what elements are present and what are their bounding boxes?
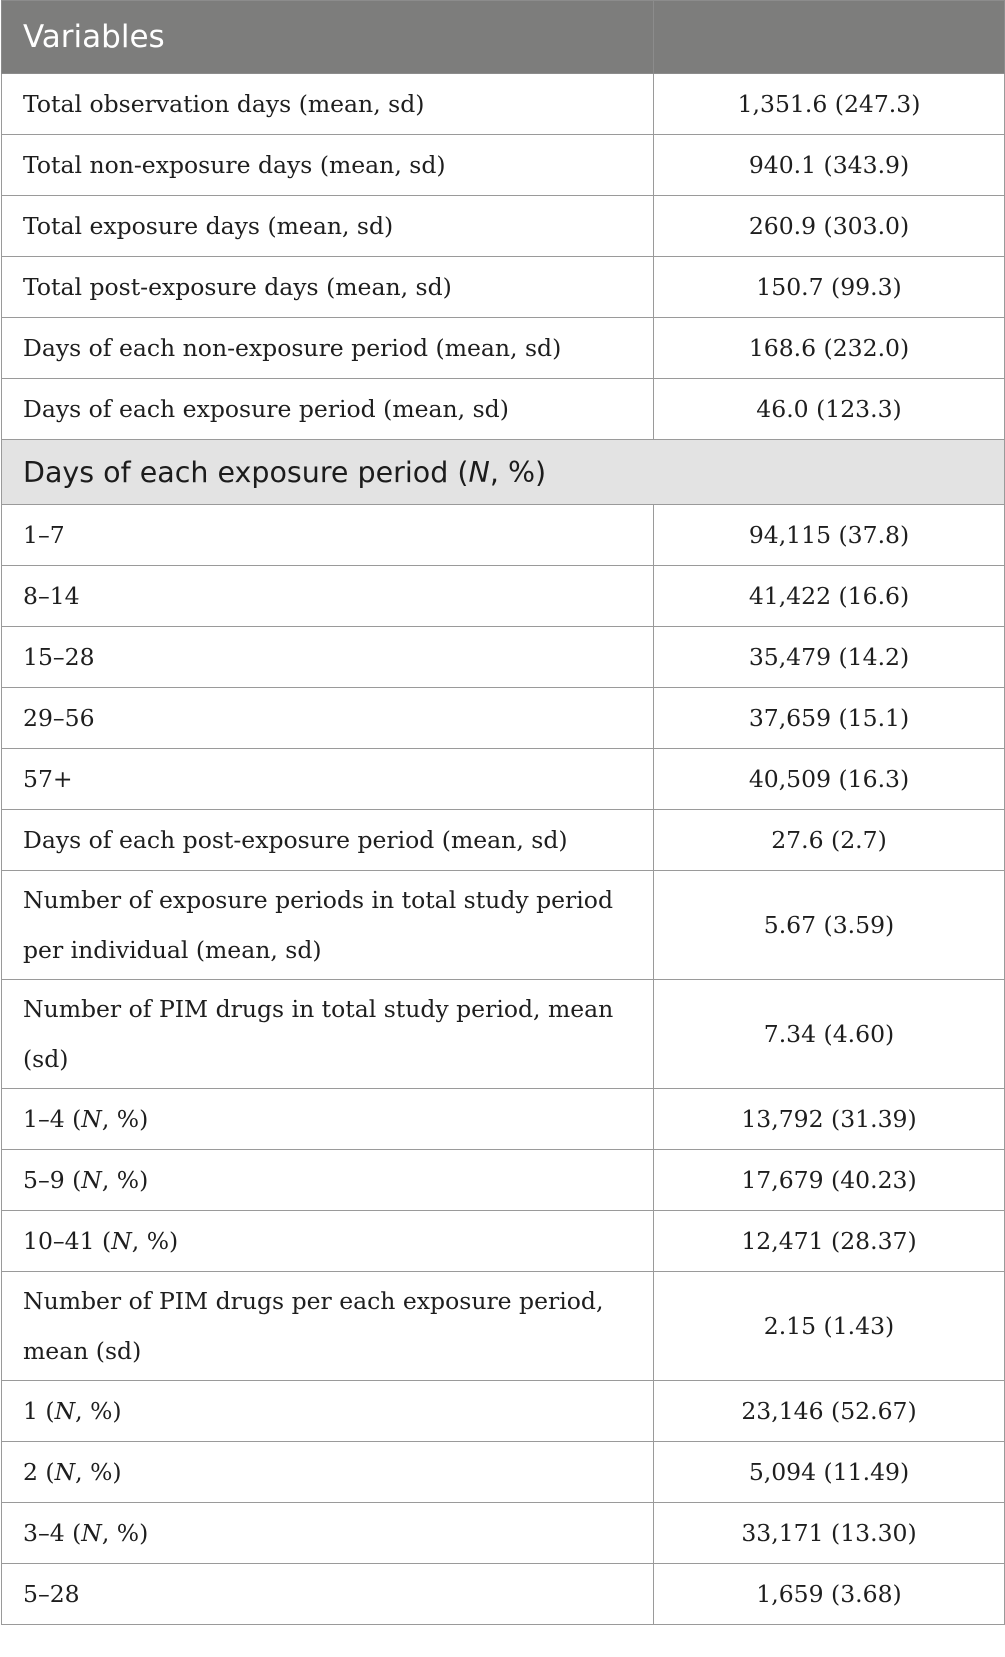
row-value: 260.9 (303.0) (654, 196, 1005, 257)
table-row (2, 74, 1005, 135)
row-label-close: , %) (75, 1397, 122, 1425)
header-variables: Variables (2, 1, 654, 74)
row-label: Total observation days (mean, sd) (2, 74, 654, 135)
row-label: Days of each non-exposure period (mean, sd) (2, 318, 654, 379)
row-label: Total exposure days (mean, sd) (2, 196, 654, 257)
row-label-range: 10–41 (23, 1227, 95, 1255)
table-row (2, 135, 1005, 196)
row-label: 8–14 (2, 566, 654, 627)
row-label-open: ( (64, 1166, 82, 1194)
row-label (2, 1442, 654, 1503)
row-label (2, 980, 654, 1089)
row-label-italic: N (81, 1105, 102, 1133)
row-value: 27.6 (2.7) (654, 810, 1005, 871)
data-table (1, 0, 1005, 1625)
row-label-open: ( (37, 1458, 55, 1486)
row-value: 5.67 (3.59) (654, 871, 1005, 980)
row-label (2, 1211, 654, 1272)
row-label-italic: N (81, 1519, 102, 1547)
header-value (654, 1, 1005, 74)
row-label-line-1: Number of PIM drugs in total study period, mean (23, 995, 614, 1023)
table-row (2, 1272, 1005, 1381)
table-row (2, 627, 1005, 688)
row-label-open: ( (64, 1519, 82, 1547)
row-value: 17,679 (40.23) (654, 1150, 1005, 1211)
table-row (2, 871, 1005, 980)
row-value: 94,115 (37.8) (654, 505, 1005, 566)
row-value: 41,422 (16.6) (654, 566, 1005, 627)
row-label: Days of each exposure period (mean, sd) (2, 379, 654, 440)
row-value: 2.15 (1.43) (654, 1272, 1005, 1381)
section-title (2, 440, 1005, 505)
row-label-close: , %) (101, 1519, 149, 1547)
row-value: 7.34 (4.60) (654, 980, 1005, 1089)
table-row (2, 257, 1005, 318)
row-label-range: 1 (23, 1397, 38, 1425)
row-label: 15–28 (2, 627, 654, 688)
row-value: 168.6 (232.0) (654, 318, 1005, 379)
row-label: 29–56 (2, 688, 654, 749)
row-label-close: , %) (131, 1227, 179, 1255)
row-value: 5,094 (11.49) (654, 1442, 1005, 1503)
row-value: 23,146 (52.67) (654, 1381, 1005, 1442)
table-row (2, 688, 1005, 749)
row-label (2, 1089, 654, 1150)
row-label (2, 1381, 654, 1442)
row-value: 150.7 (99.3) (654, 257, 1005, 318)
row-value: 35,479 (14.2) (654, 627, 1005, 688)
table-row (2, 1442, 1005, 1503)
row-value: 1,351.6 (247.3) (654, 74, 1005, 135)
table-row (2, 196, 1005, 257)
row-label-line-2: mean (sd) (23, 1337, 142, 1365)
section-title-italic: N (468, 455, 490, 489)
row-label: Days of each post-exposure period (mean, sd) (2, 810, 654, 871)
row-label-close: , %) (75, 1458, 122, 1486)
row-label-open: ( (94, 1227, 112, 1255)
row-label: Total post-exposure days (mean, sd) (2, 257, 654, 318)
table-row (2, 566, 1005, 627)
row-label-line-2: (sd) (23, 1045, 69, 1073)
row-label (2, 1272, 654, 1381)
row-label-range: 2 (23, 1458, 38, 1486)
row-label-close: , %) (101, 1105, 149, 1133)
row-label-italic: N (81, 1166, 102, 1194)
row-label-line-1: Number of exposure periods in total study period (23, 886, 614, 914)
row-label: Total non-exposure days (mean, sd) (2, 135, 654, 196)
row-label: 57+ (2, 749, 654, 810)
table-row (2, 1503, 1005, 1564)
row-label-range: 5–9 (23, 1166, 65, 1194)
row-label-range: 3–4 (23, 1519, 65, 1547)
row-value: 37,659 (15.1) (654, 688, 1005, 749)
row-label-line-2: per individual (mean, sd) (23, 936, 322, 964)
table-row (2, 749, 1005, 810)
row-label (2, 1150, 654, 1211)
row-label: 5–28 (2, 1564, 654, 1625)
row-label-range: 1–4 (23, 1105, 65, 1133)
table-row (2, 1150, 1005, 1211)
row-label-open: ( (64, 1105, 82, 1133)
row-label (2, 871, 654, 980)
section-title-prefix: Days of each exposure period ( (23, 455, 469, 489)
table-row (2, 980, 1005, 1089)
row-label: 1–7 (2, 505, 654, 566)
row-value: 46.0 (123.3) (654, 379, 1005, 440)
row-label-italic: N (54, 1397, 76, 1425)
row-label (2, 1503, 654, 1564)
table-row (2, 1381, 1005, 1442)
row-value: 40,509 (16.3) (654, 749, 1005, 810)
row-label-close: , %) (101, 1166, 149, 1194)
row-label-italic: N (54, 1458, 76, 1486)
row-label-line-1: Number of PIM drugs per each exposure period, (23, 1287, 604, 1315)
table-row (2, 318, 1005, 379)
table-row (2, 379, 1005, 440)
table-row (2, 1089, 1005, 1150)
table-row (2, 505, 1005, 566)
table-row (2, 1211, 1005, 1272)
row-label-open: ( (37, 1397, 55, 1425)
table-row (2, 810, 1005, 871)
row-value: 33,171 (13.30) (654, 1503, 1005, 1564)
row-value: 940.1 (343.9) (654, 135, 1005, 196)
table-header-row (2, 1, 1005, 74)
table-row (2, 1564, 1005, 1625)
section-header-row (2, 440, 1005, 505)
row-label-italic: N (111, 1227, 132, 1255)
row-value: 12,471 (28.37) (654, 1211, 1005, 1272)
section-title-suffix: , %) (489, 455, 547, 489)
row-value: 1,659 (3.68) (654, 1564, 1005, 1625)
row-value: 13,792 (31.39) (654, 1089, 1005, 1150)
